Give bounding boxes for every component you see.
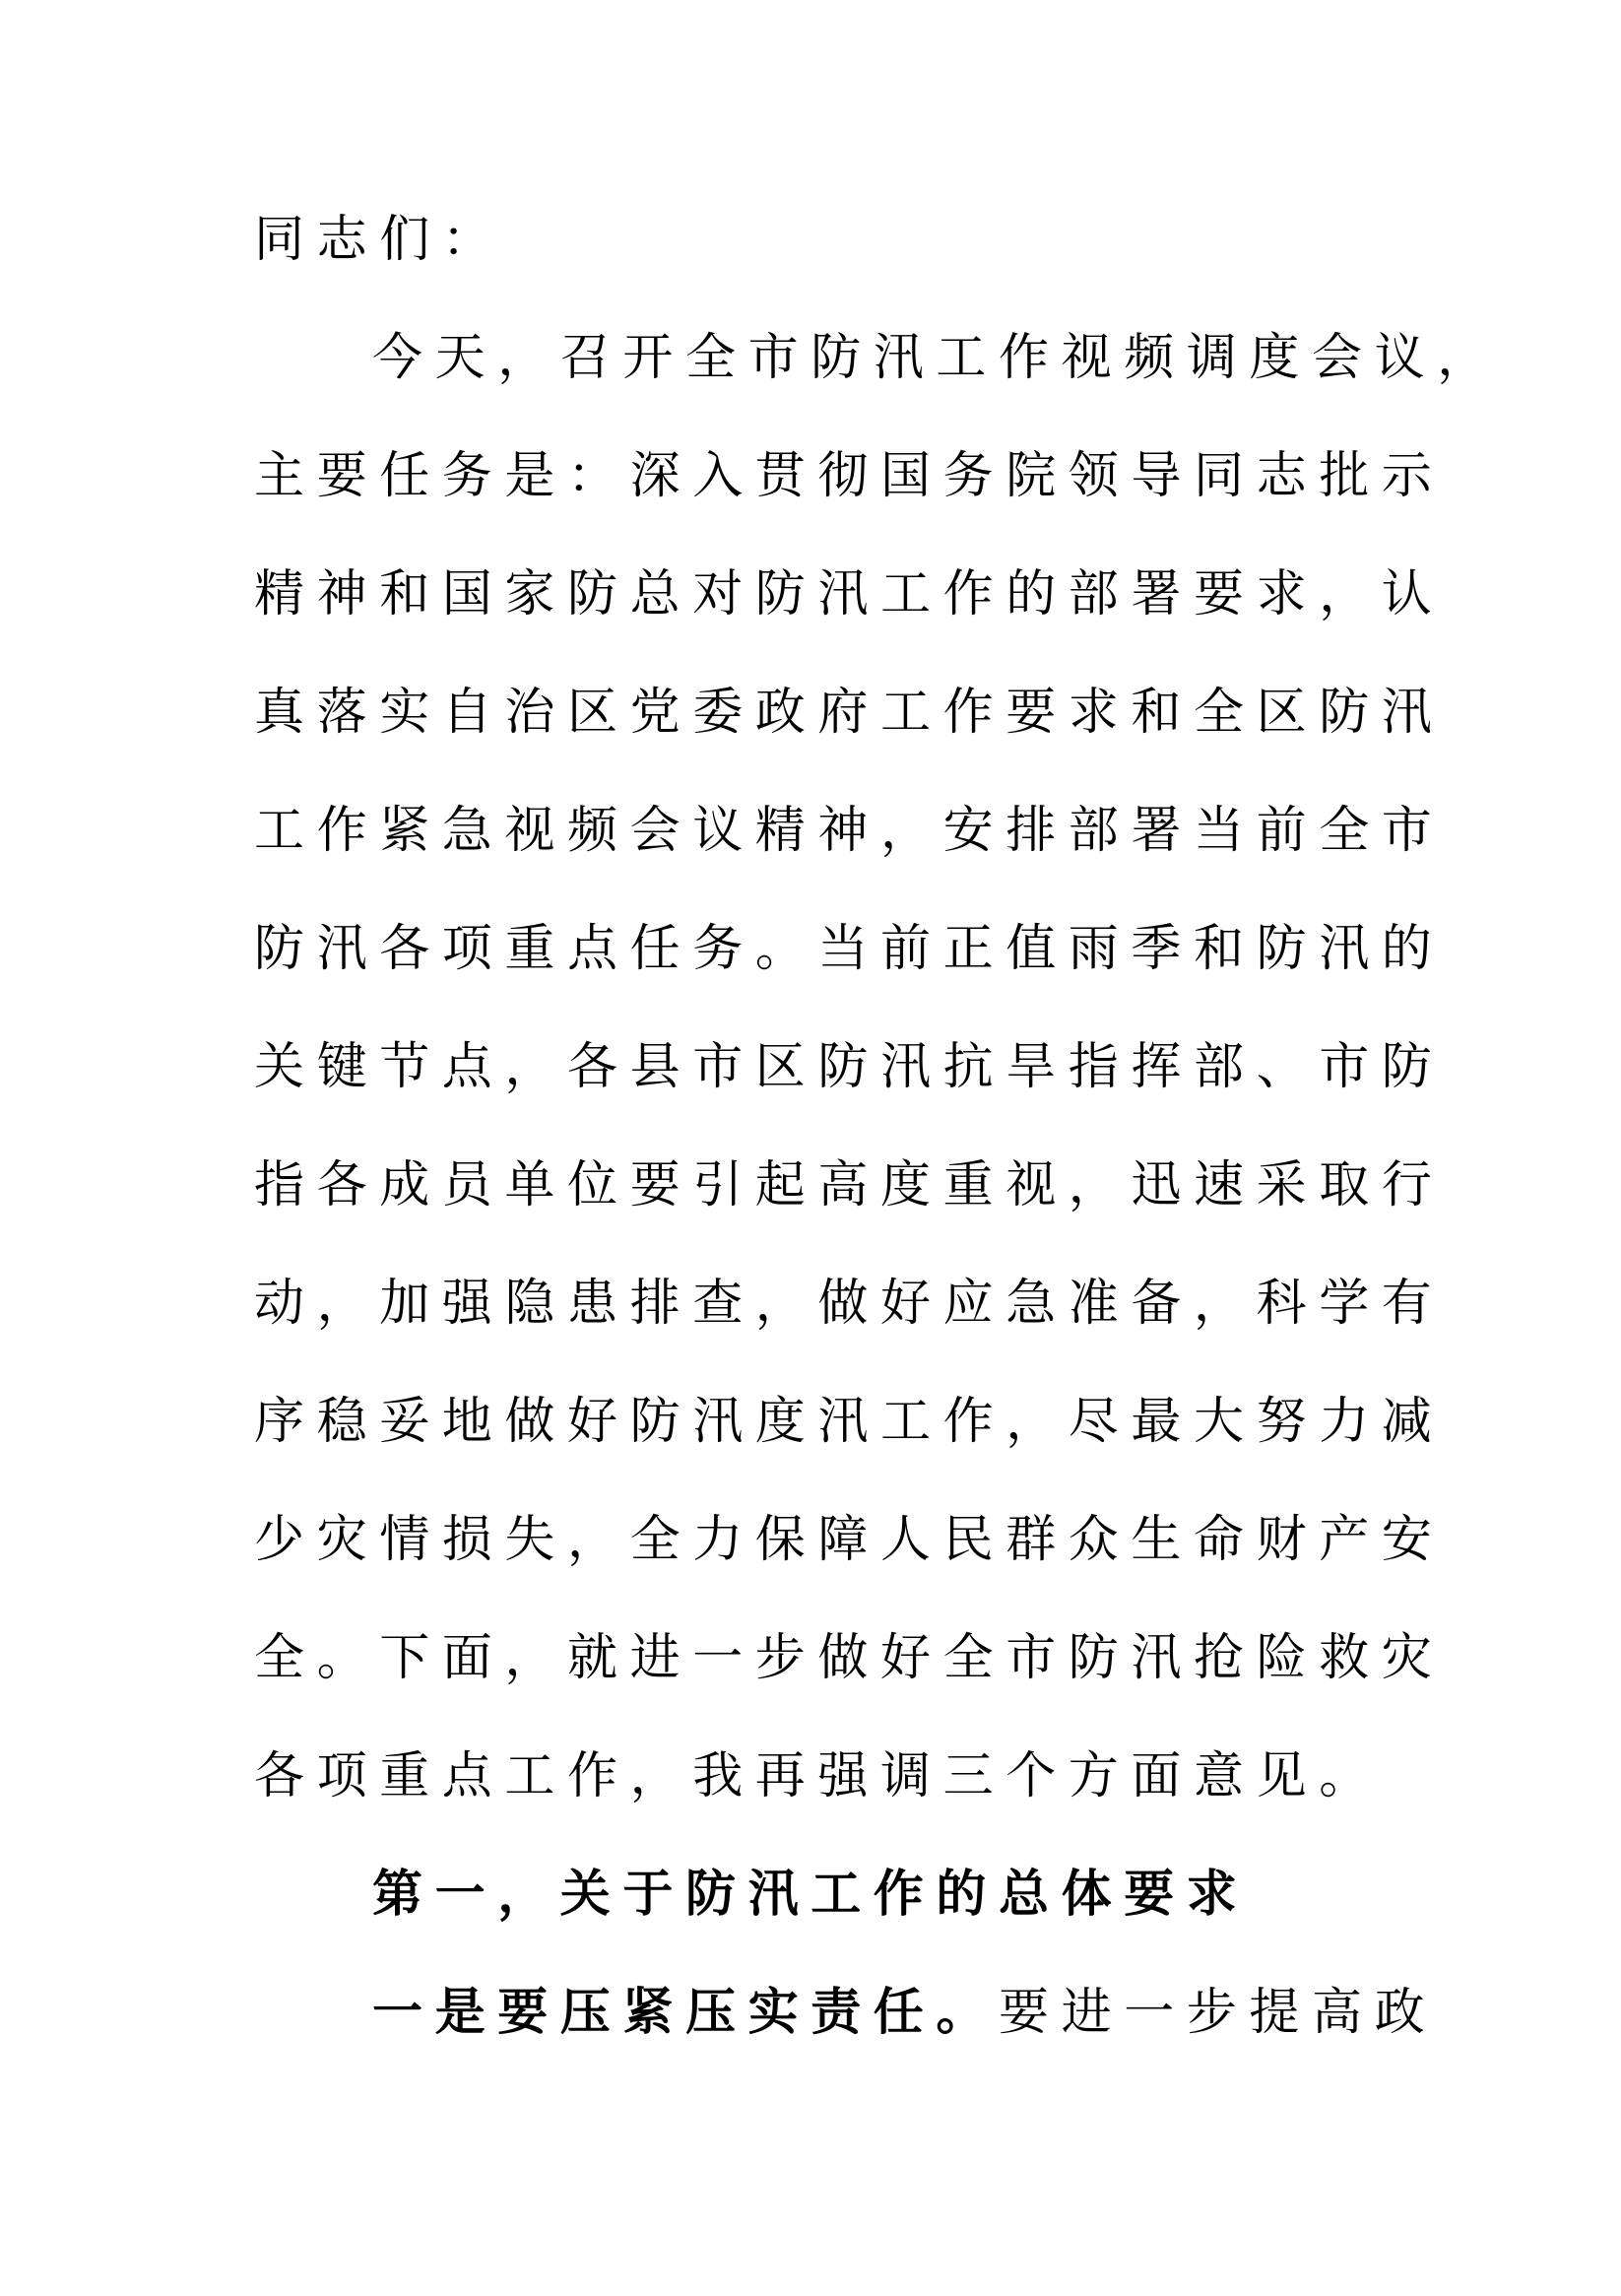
subpoint-lead: 一是要压紧压实责任。	[372, 1984, 1000, 2042]
section-heading: 第一，关于防汛工作的总体要求	[372, 1866, 1250, 1924]
paragraph-line: 主要任务是：深入贯彻国务院领导同志批示	[254, 447, 1445, 505]
subpoint-text: 要进一步提高政	[999, 1984, 1438, 2042]
paragraph-line: 各项重点工作，我再强调三个方面意见。	[254, 1747, 1382, 1805]
paragraph-line: 少灾情损失，全力保障人民群众生命财产安	[254, 1511, 1445, 1569]
paragraph-line: 关键节点，各县市区防汛抗旱指挥部、市防	[254, 1038, 1445, 1096]
paragraph-line: 序稳妥地做好防汛度汛工作，尽最大努力减	[254, 1393, 1445, 1451]
subpoint-line	[372, 1979, 1437, 2048]
paragraph-line: 指各成员单位要引起高度重视，迅速采取行	[254, 1156, 1445, 1214]
salutation: 同志们：	[254, 211, 505, 269]
paragraph-line: 动，加强隐患排查，做好应急准备，科学有	[254, 1275, 1445, 1333]
paragraph-line: 工作紧急视频会议精神，安排部署当前全市	[254, 802, 1445, 860]
paragraph-line: 全。下面，就进一步做好全市防汛抢险救灾	[254, 1629, 1445, 1687]
paragraph-line: 防汛各项重点任务。当前正值雨季和防汛的	[254, 920, 1445, 978]
paragraph-line: 今天，召开全市防汛工作视频调度会议，	[372, 329, 1500, 387]
paragraph-line: 精神和国家防总对防汛工作的部署要求，认	[254, 565, 1445, 623]
paragraph-line: 真落实自治区党委政府工作要求和全区防汛	[254, 684, 1445, 742]
